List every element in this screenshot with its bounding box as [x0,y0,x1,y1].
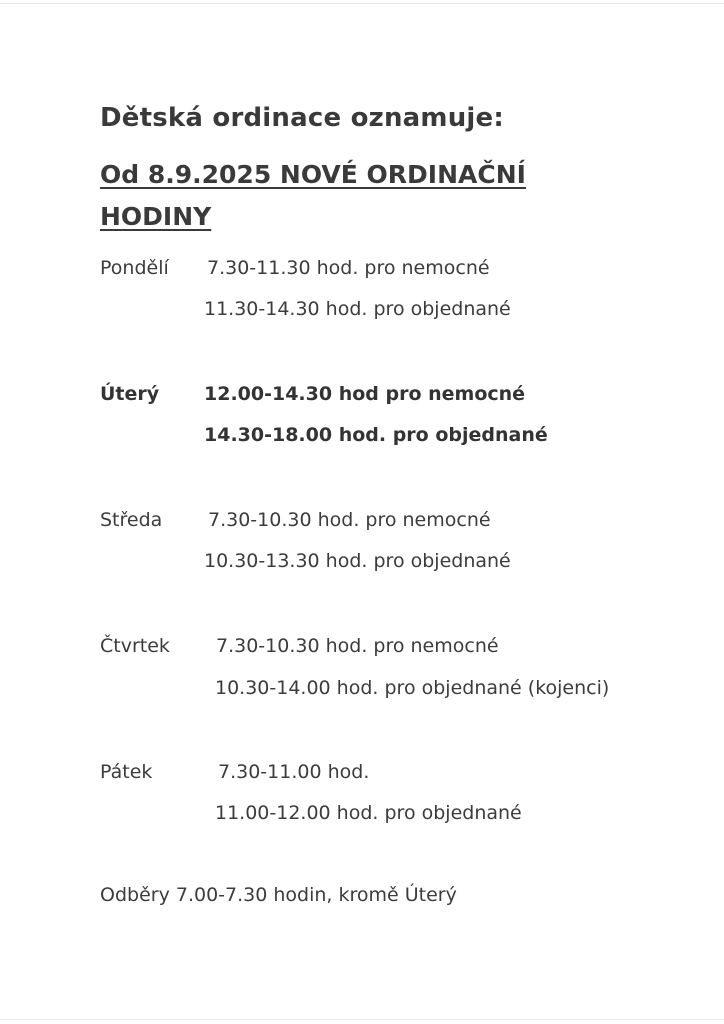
page-bottom-edge [0,1019,724,1020]
page-top-edge [0,3,724,4]
hours-wednesday-1: 7.30-10.30 hod. pro nemocné [208,509,491,531]
footer-note: Odběry 7.00-7.30 hodin, kromě Úterý [100,884,457,906]
hours-monday-1: 7.30-11.30 hod. pro nemocné [207,257,490,279]
hours-tuesday-1: 12.00-14.30 hod pro nemocné [204,383,526,405]
hours-thursday-1: 7.30-10.30 hod. pro nemocné [216,635,499,657]
day-label-monday: Pondělí [100,257,169,279]
hours-monday-2: 11.30-14.30 hod. pro objednané [204,298,511,320]
day-label-tuesday: Úterý [100,383,160,405]
hours-tuesday-2: 14.30-18.00 hod. pro objednané [204,424,548,446]
day-label-wednesday: Středa [100,509,163,531]
hours-thursday-2: 10.30-14.00 hod. pro objednané (kojenci) [215,677,610,699]
subtitle-line-1: Od 8.9.2025 NOVÉ ORDINAČNÍ [100,160,526,189]
hours-friday-1: 7.30-11.00 hod. [218,761,370,783]
day-label-thursday: Čtvrtek [100,635,170,657]
hours-wednesday-2: 10.30-13.30 hod. pro objednané [204,550,511,572]
hours-friday-2: 11.00-12.00 hod. pro objednané [215,802,522,824]
day-label-friday: Pátek [100,761,153,783]
page-title: Dětská ordinace oznamuje: [100,103,504,133]
subtitle-line-2: HODINY [100,202,212,231]
